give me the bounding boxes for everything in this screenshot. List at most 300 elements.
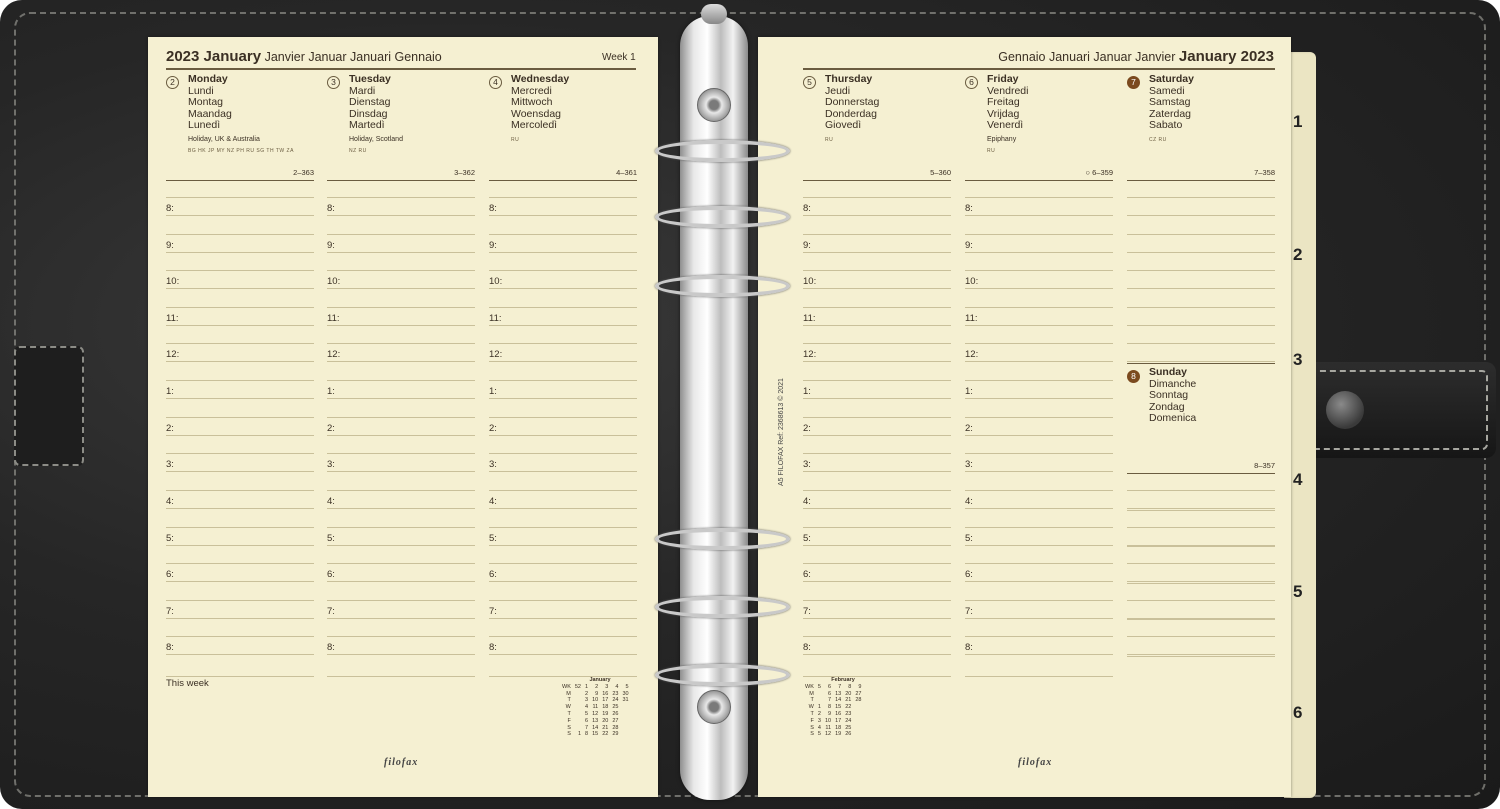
- writing-line: [327, 380, 475, 381]
- writing-line: [803, 380, 951, 381]
- day-heading: [825, 74, 879, 132]
- writing-line: [327, 471, 475, 472]
- day-name: Saturday: [1149, 73, 1194, 85]
- writing-line: [327, 676, 475, 677]
- country-codes: RU: [987, 148, 996, 154]
- calendar-cell: 16: [835, 710, 842, 717]
- writing-line: [965, 654, 1113, 655]
- calendar-cell: T: [810, 697, 814, 704]
- day-number-badge: 8: [1127, 370, 1140, 383]
- day-translation: Domenica: [1149, 412, 1197, 424]
- writing-line: [327, 270, 475, 271]
- hour-label: 3:: [166, 459, 174, 470]
- writing-line: [803, 343, 951, 344]
- writing-line: [489, 435, 637, 436]
- calendar-head-cell: 4: [615, 683, 619, 690]
- writing-line: [803, 636, 951, 637]
- hour-label: 10:: [489, 276, 503, 287]
- writing-line: [166, 197, 314, 198]
- filofax-logo-right: filofax: [1018, 757, 1053, 768]
- calendar-cell: 15: [592, 731, 599, 738]
- calendar-head-cell: 5: [817, 683, 821, 690]
- hour-label: 8:: [489, 642, 497, 653]
- tab-5: 5: [1293, 582, 1303, 601]
- day-separator: [327, 180, 475, 181]
- writing-line: [166, 581, 314, 582]
- calendar-cell: [816, 691, 823, 698]
- calendar-head-cell: WK: [805, 683, 814, 690]
- hour-label: 5:: [965, 533, 973, 544]
- writing-line: [166, 636, 314, 637]
- hour-label: 9:: [965, 240, 973, 251]
- calendar-cell: T: [810, 710, 814, 717]
- writing-line: [1127, 510, 1275, 511]
- writing-line: [803, 600, 951, 601]
- left-translations: Janvier Januar Januari Gennaio: [264, 50, 442, 64]
- writing-line: [965, 435, 1113, 436]
- binder-ring: [655, 528, 790, 550]
- calendar-cell: [816, 697, 823, 704]
- writing-line: [1127, 234, 1275, 235]
- day-translation: Donnerstag: [825, 96, 880, 108]
- calendar-cell: 25: [612, 704, 619, 711]
- writing-line: [327, 545, 475, 546]
- calendar-head-cell: 9: [858, 683, 862, 690]
- calendar-head-cell: 5: [625, 683, 629, 690]
- writing-line: [803, 215, 951, 216]
- calendar-head-cell: 2: [595, 683, 599, 690]
- day-heading: [987, 74, 1028, 132]
- hour-label: 2:: [327, 423, 335, 434]
- writing-line: [803, 234, 951, 235]
- calendar-cell: 6: [585, 717, 589, 724]
- writing-line: [166, 508, 314, 509]
- writing-line: [803, 508, 951, 509]
- calendar-cell: [853, 704, 863, 711]
- day-translation: Donderdag: [825, 107, 877, 120]
- hour-label: 9:: [803, 240, 811, 251]
- writing-line: [1127, 563, 1275, 564]
- day-translation: Mercredi: [511, 84, 552, 97]
- hour-label: 11:: [166, 313, 179, 324]
- writing-line: [803, 417, 951, 418]
- writing-line: [489, 215, 637, 216]
- calendar-head-cell: 3: [605, 683, 609, 690]
- writing-line: [803, 270, 951, 271]
- left-year-month: 2023 January: [166, 48, 262, 65]
- writing-line: [803, 527, 951, 528]
- day-separator: [965, 180, 1113, 181]
- writing-line: [965, 636, 1113, 637]
- day-translation: Martedì: [349, 119, 385, 131]
- writing-line: [327, 618, 475, 619]
- day-translation: Mardi: [349, 84, 376, 97]
- writing-line: [489, 361, 637, 362]
- day-translation: Maandag: [188, 107, 232, 120]
- writing-line: [965, 234, 1113, 235]
- writing-line: [327, 600, 475, 601]
- hour-label: 7:: [965, 606, 973, 617]
- day-translation: Dimanche: [1149, 377, 1197, 390]
- calendar-cell: [620, 704, 630, 711]
- writing-line: [166, 215, 314, 216]
- day-of-year: 3–362: [454, 168, 475, 177]
- writing-line: [166, 288, 314, 289]
- calendar-cell: T: [567, 710, 571, 717]
- hour-label: 1:: [965, 386, 973, 397]
- writing-line: [1127, 527, 1275, 528]
- writing-line: [489, 490, 637, 491]
- writing-line: [489, 252, 637, 253]
- writing-line: [1127, 361, 1275, 362]
- day-name: Monday: [188, 73, 228, 85]
- writing-line: [327, 343, 475, 344]
- hour-label: 5:: [489, 533, 497, 544]
- calendar-cell: M: [809, 690, 814, 697]
- hour-label: 4:: [166, 496, 174, 507]
- hour-label: 3:: [489, 459, 497, 470]
- hour-label: 8:: [965, 642, 973, 653]
- calendar-cell: 13: [592, 717, 599, 724]
- calendar-cell: 9: [595, 690, 599, 697]
- writing-line: [166, 435, 314, 436]
- writing-line: [965, 545, 1113, 546]
- tab-1: 1: [1293, 112, 1303, 131]
- writing-line: [1127, 619, 1275, 620]
- calendar-cell: 2: [585, 690, 589, 697]
- hour-label: 2:: [166, 423, 174, 434]
- writing-line: [965, 600, 1113, 601]
- calendar-cell: [573, 697, 583, 704]
- hour-label: 5:: [166, 533, 174, 544]
- day-number-badge: 7: [1127, 76, 1140, 89]
- hour-label: 1:: [327, 386, 335, 397]
- calendar-head-cell: WK: [562, 683, 571, 690]
- hour-label: 5:: [327, 533, 335, 544]
- day-number-badge: 5: [803, 76, 816, 89]
- hour-label: 11:: [803, 313, 816, 324]
- writing-line: [1127, 270, 1275, 271]
- calendar-cell: 26: [845, 731, 852, 738]
- writing-line: [166, 380, 314, 381]
- hour-label: 7:: [489, 606, 497, 617]
- writing-line: [965, 361, 1113, 362]
- writing-line: [965, 508, 1113, 509]
- country-codes: BG HK JP MY NZ PH RU SG TH TW ZA: [188, 148, 294, 154]
- day-translation: Mercoledì: [511, 119, 558, 131]
- hour-label: 11:: [965, 313, 978, 324]
- calendar-head-cell: 8: [848, 683, 852, 690]
- day-translation: Sabato: [1149, 119, 1183, 131]
- mini-calendar-title: January: [589, 677, 611, 683]
- writing-line: [166, 490, 314, 491]
- writing-line: [803, 398, 951, 399]
- calendar-cell: 28: [855, 697, 862, 704]
- day-translation: Freitag: [987, 96, 1020, 108]
- country-codes: NZ RU: [349, 148, 367, 154]
- writing-line: [803, 654, 951, 655]
- calendar-cell: S: [567, 731, 571, 738]
- calendar-cell: 9: [828, 710, 832, 717]
- writing-line: [489, 618, 637, 619]
- writing-line: [327, 453, 475, 454]
- day-translation: Vrijdag: [987, 107, 1020, 120]
- writing-line: [803, 563, 951, 564]
- writing-line: [965, 471, 1113, 472]
- day-number-badge: 2: [166, 76, 179, 89]
- hour-label: 12:: [965, 349, 979, 360]
- writing-line: [166, 252, 314, 253]
- mini-calendar-february: [803, 677, 883, 738]
- writing-line: [965, 215, 1113, 216]
- day-translation: Dienstag: [349, 96, 391, 108]
- calendar-cell: S: [810, 724, 814, 731]
- snap-button: [1326, 391, 1364, 429]
- this-week-label: This week: [166, 678, 209, 689]
- right-header: [998, 48, 1274, 65]
- calendar-cell: F: [810, 717, 814, 724]
- mini-calendar-title: February: [831, 677, 855, 683]
- writing-line: [489, 343, 637, 344]
- hour-label: 6:: [965, 569, 973, 580]
- writing-line: [965, 197, 1113, 198]
- calendar-cell: 3: [817, 717, 821, 724]
- writing-line: [489, 197, 637, 198]
- writing-line: [327, 417, 475, 418]
- writing-line: [1127, 656, 1275, 657]
- day-of-year: 7–358: [1254, 168, 1275, 177]
- hour-label: 5:: [803, 533, 811, 544]
- writing-line: [1127, 197, 1275, 198]
- writing-line: [166, 527, 314, 528]
- hour-label: 6:: [166, 569, 174, 580]
- writing-line: [965, 343, 1113, 344]
- country-codes: CZ RU: [1149, 137, 1167, 143]
- right-header-rule: [803, 68, 1275, 70]
- hour-label: 8:: [803, 642, 811, 653]
- day-name: Wednesday: [511, 73, 570, 85]
- writing-line: [803, 545, 951, 546]
- left-header: [166, 48, 442, 65]
- right-year-month: January 2023: [1178, 48, 1274, 65]
- writing-line: [965, 618, 1113, 619]
- calendar-cell: S: [810, 731, 814, 738]
- writing-line: [803, 581, 951, 582]
- hour-label: 10:: [803, 276, 817, 287]
- writing-line: [489, 398, 637, 399]
- binder-ring: [655, 596, 790, 618]
- hour-label: 2:: [489, 423, 497, 434]
- mini-calendar-january: [560, 677, 640, 738]
- writing-line: [803, 361, 951, 362]
- hour-label: 9:: [166, 240, 174, 251]
- day-translation: Montag: [188, 96, 224, 108]
- writing-line: [166, 676, 314, 677]
- writing-line: [327, 361, 475, 362]
- hour-label: 6:: [803, 569, 811, 580]
- day-translation: Vendredi: [987, 84, 1029, 97]
- calendar-cell: 23: [845, 710, 852, 717]
- pen-loop: [14, 346, 84, 466]
- hour-label: 6:: [327, 569, 335, 580]
- tab-6: 6: [1293, 703, 1303, 722]
- writing-line: [489, 563, 637, 564]
- calendar-cell: 15: [835, 704, 842, 711]
- calendar-cell: 2: [817, 710, 821, 717]
- writing-line: [327, 197, 475, 198]
- writing-line: [327, 307, 475, 308]
- writing-line: [803, 307, 951, 308]
- writing-line: [489, 581, 637, 582]
- calendar-cell: 3: [585, 697, 589, 704]
- writing-line: [327, 215, 475, 216]
- writing-line: [489, 527, 637, 528]
- day-of-year: 4–361: [616, 168, 637, 177]
- calendar-cell: F: [567, 717, 571, 724]
- calendar-cell: S: [567, 724, 571, 731]
- calendar-cell: 26: [612, 710, 619, 717]
- day-translation: Lunedì: [188, 119, 221, 131]
- hour-label: 12:: [327, 349, 341, 360]
- writing-line: [166, 600, 314, 601]
- hour-label: 11:: [327, 313, 340, 324]
- calendar-cell: 29: [612, 731, 619, 738]
- calendar-cell: [620, 725, 630, 732]
- calendar-cell: 20: [602, 717, 609, 724]
- writing-line: [1127, 546, 1275, 547]
- writing-line: [1127, 583, 1275, 584]
- day-translation: Sonntag: [1149, 389, 1189, 401]
- day-number-badge: 3: [327, 76, 340, 89]
- calendar-cell: 27: [612, 717, 619, 724]
- writing-line: [166, 361, 314, 362]
- writing-line: [489, 234, 637, 235]
- calendar-cell: [620, 731, 630, 738]
- hour-label: 8:: [166, 203, 174, 214]
- writing-line: [489, 654, 637, 655]
- writing-line: [489, 453, 637, 454]
- day-translation: Venerdì: [987, 119, 1024, 131]
- week-label: Week 1: [602, 52, 636, 63]
- writing-line: [489, 417, 637, 418]
- writing-line: [965, 288, 1113, 289]
- calendar-cell: W: [808, 704, 814, 711]
- day-name: Sunday: [1149, 366, 1187, 378]
- writing-line: [1127, 325, 1275, 326]
- writing-line: [803, 325, 951, 326]
- writing-line: [327, 398, 475, 399]
- calendar-cell: 19: [602, 710, 609, 717]
- writing-line: [965, 252, 1113, 253]
- writing-line: [166, 398, 314, 399]
- calendar-cell: 19: [835, 731, 842, 738]
- calendar-cell: 7: [585, 724, 589, 731]
- calendar-cell: 10: [592, 697, 599, 704]
- day-separator: [803, 180, 951, 181]
- calendar-cell: 20: [845, 690, 852, 697]
- calendar-cell: 17: [835, 717, 842, 724]
- writing-line: [965, 563, 1113, 564]
- calendar-cell: [573, 718, 583, 725]
- day-of-year: ○ 6–359: [1085, 168, 1113, 177]
- writing-line: [965, 417, 1113, 418]
- day-of-year: 8–357: [1254, 461, 1275, 470]
- calendar-cell: 24: [612, 697, 619, 704]
- calendar-cell: 28: [612, 724, 619, 731]
- day-of-year: 2–363: [293, 168, 314, 177]
- day-translation: Jeudi: [825, 84, 851, 97]
- calendar-cell: 22: [845, 704, 852, 711]
- writing-line: [327, 508, 475, 509]
- hour-label: 9:: [327, 240, 335, 251]
- calendar-cell: W: [565, 704, 571, 711]
- writing-line: [803, 490, 951, 491]
- calendar-cell: 12: [824, 731, 832, 738]
- hour-label: 2:: [965, 423, 973, 434]
- hour-label: 4:: [803, 496, 811, 507]
- writing-line: [965, 490, 1113, 491]
- calendar-cell: 8: [828, 704, 832, 711]
- writing-line: [965, 307, 1113, 308]
- writing-line: [1127, 252, 1275, 253]
- hour-label: 1:: [803, 386, 811, 397]
- writing-line: [327, 325, 475, 326]
- hour-label: 6:: [489, 569, 497, 580]
- writing-line: [1127, 600, 1275, 601]
- mini-calendar-table: [560, 684, 631, 738]
- writing-line: [327, 490, 475, 491]
- calendar-cell: 24: [845, 717, 852, 724]
- writing-line: [965, 581, 1113, 582]
- tab-2: 2: [1293, 245, 1303, 264]
- writing-line: [166, 545, 314, 546]
- writing-line: [489, 307, 637, 308]
- hour-label: 1:: [166, 386, 174, 397]
- writing-line: [803, 435, 951, 436]
- country-codes: RU: [511, 137, 520, 143]
- writing-line: [965, 270, 1113, 271]
- writing-line: [327, 654, 475, 655]
- binder-lever: [701, 4, 727, 24]
- calendar-cell: [573, 725, 583, 732]
- writing-line: [166, 563, 314, 564]
- calendar-cell: [853, 718, 863, 725]
- hour-label: 2:: [803, 423, 811, 434]
- writing-line: [327, 527, 475, 528]
- hour-label: 12:: [803, 349, 817, 360]
- day-translation: Samstag: [1149, 96, 1191, 108]
- calendar-cell: 23: [612, 690, 619, 697]
- calendar-head-cell: 52: [574, 683, 581, 690]
- calendar-cell: 30: [622, 690, 629, 697]
- hour-label: 7:: [803, 606, 811, 617]
- calendar-cell: 11: [825, 724, 832, 731]
- binder-rivet: [697, 690, 731, 724]
- writing-line: [166, 618, 314, 619]
- day-separator: [1127, 473, 1275, 474]
- day-heading: [511, 74, 569, 132]
- calendar-cell: 22: [602, 731, 609, 738]
- writing-line: [327, 435, 475, 436]
- tab-3: 3: [1293, 350, 1303, 369]
- writing-line: [965, 398, 1113, 399]
- writing-line: [965, 453, 1113, 454]
- calendar-cell: 16: [602, 690, 609, 697]
- binder-ring: [655, 664, 790, 686]
- writing-line: [1127, 490, 1275, 491]
- calendar-cell: [853, 711, 863, 718]
- writing-line: [1127, 636, 1275, 637]
